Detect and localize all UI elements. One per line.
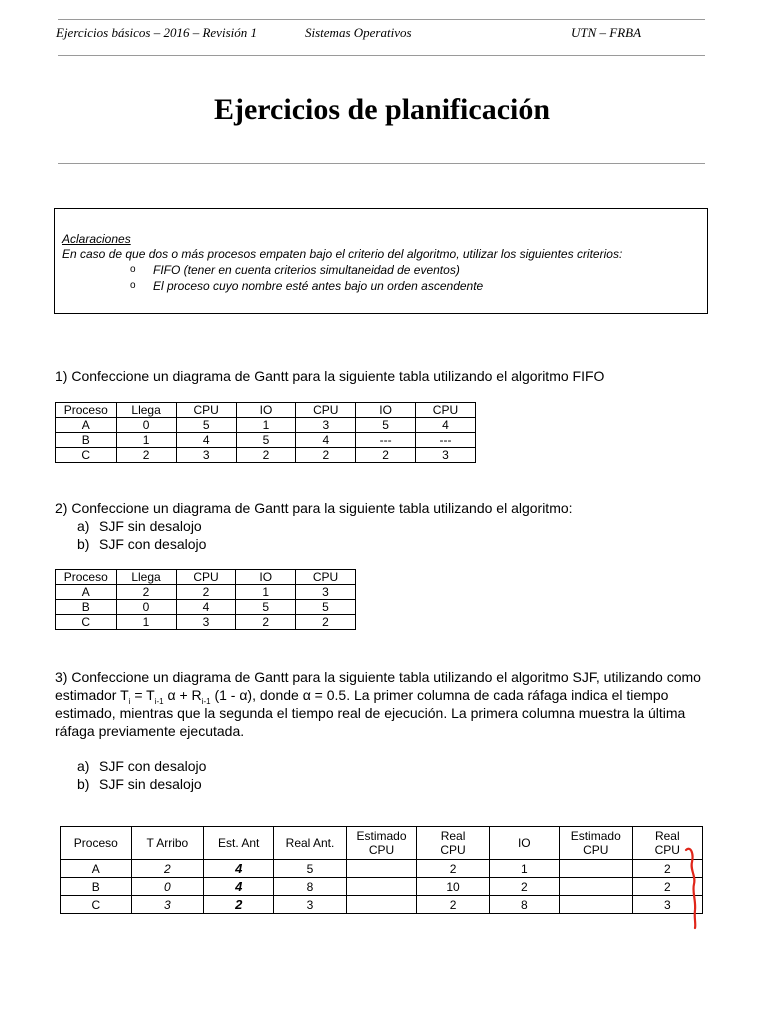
table-header-cell: Real CPU — [417, 827, 489, 860]
table-header-cell: Estimado CPU — [346, 827, 417, 860]
table-cell: 4 — [176, 600, 236, 615]
table-cell: 3 — [176, 448, 236, 463]
list-marker: a) — [77, 758, 90, 774]
aclaraciones-item: FIFO (tener en cuenta criterios simultaneidad de eventos) — [153, 263, 460, 277]
table-cell: 2 — [236, 448, 296, 463]
table-cell — [559, 878, 632, 896]
formula-part: (1 - α), donde α = 0.5. La primer columna de cada ráfaga indica el tiempo — [210, 687, 669, 703]
table-cell: 2 — [632, 878, 702, 896]
table-cell: 1 — [116, 615, 176, 630]
table-cell: C — [56, 448, 117, 463]
table-cell: 5 — [236, 600, 296, 615]
list-text: SJF sin desalojo — [99, 776, 202, 792]
table-cell: 5 — [236, 433, 296, 448]
table-row — [56, 600, 356, 615]
aclaraciones-item: El proceso cuyo nombre esté antes bajo un orden ascendente — [153, 279, 484, 293]
table-cell: 3 — [131, 896, 203, 914]
table-cell: 2 — [176, 585, 236, 600]
header-top-rule — [58, 19, 705, 20]
ex1-text: 1) Confeccione un diagrama de Gantt para la siguiente tabla utilizando el algoritmo FIFO — [55, 368, 605, 384]
table-cell — [346, 860, 417, 878]
table-cell — [559, 896, 632, 914]
table-header-cell: CPU — [415, 403, 475, 418]
table-cell: 2 — [296, 448, 356, 463]
table-cell: 5 — [296, 600, 356, 615]
table-cell: 3 — [296, 585, 356, 600]
table-header-cell: CPU — [176, 403, 236, 418]
ex2-table — [55, 569, 356, 630]
table-cell — [346, 878, 417, 896]
table-cell — [346, 896, 417, 914]
table-cell: 8 — [274, 878, 346, 896]
formula-subscript: i — [128, 696, 131, 706]
table-cell: 2 — [116, 448, 176, 463]
list-marker: b) — [77, 536, 90, 552]
table-header-cell: IO — [489, 827, 559, 860]
formula-subscript: i-1 — [201, 696, 211, 706]
table-header-cell: IO — [236, 403, 296, 418]
formula-subscript: i-1 — [154, 696, 164, 706]
formula-part: = T — [130, 687, 155, 703]
table-cell: 0 — [131, 878, 203, 896]
table-cell: 2 — [356, 448, 416, 463]
table-cell: 5 — [356, 418, 416, 433]
table-cell: 1 — [489, 860, 559, 878]
table-cell: 10 — [417, 878, 489, 896]
aclaraciones-text: En caso de que dos o más procesos empaten bajo el criterio del algoritmo, utilizar los siguientes criterios: — [62, 247, 623, 261]
table-header-cell: T Arribo — [131, 827, 203, 860]
table-cell: 0 — [116, 418, 176, 433]
table-cell: 5 — [274, 860, 346, 878]
table-header-cell: Proceso — [61, 827, 132, 860]
table-header-cell: CPU — [296, 403, 356, 418]
table-header-cell: CPU — [176, 570, 236, 585]
table-cell: 2 — [417, 896, 489, 914]
table-cell: 4 — [204, 860, 274, 878]
page-title: Ejercicios de planificación — [213, 93, 551, 126]
table-cell: 2 — [204, 896, 274, 914]
table-header-cell: Proceso — [56, 403, 117, 418]
table-cell: A — [61, 860, 132, 878]
table-header-cell: Est. Ant — [204, 827, 274, 860]
table-row — [56, 615, 356, 630]
ex2-text: 2) Confeccione un diagrama de Gantt para la siguiente tabla utilizando el algoritmo: — [55, 500, 573, 516]
table-cell: B — [61, 878, 132, 896]
table-cell: 1 — [116, 433, 176, 448]
table-row — [61, 878, 703, 896]
table-row — [56, 418, 476, 433]
table-cell: B — [56, 433, 117, 448]
table-cell: 5 — [176, 418, 236, 433]
table-row — [61, 860, 703, 878]
table-header-cell: Proceso — [56, 570, 117, 585]
table-header-cell: Real CPU — [632, 827, 702, 860]
table-header-cell: IO — [236, 570, 296, 585]
aclaraciones-box — [54, 208, 708, 314]
table-row — [56, 448, 476, 463]
table-cell: C — [56, 615, 117, 630]
table-cell: 4 — [296, 433, 356, 448]
list-text: SJF con desalojo — [99, 758, 207, 774]
table-header-cell: Real Ant. — [274, 827, 346, 860]
table-cell: 3 — [415, 448, 475, 463]
table-cell: A — [56, 418, 117, 433]
table-cell — [559, 860, 632, 878]
list-marker: b) — [77, 776, 90, 792]
table-cell: 0 — [116, 600, 176, 615]
table-header-cell: Llega — [116, 570, 176, 585]
table-header-cell: IO — [356, 403, 416, 418]
table-cell: 4 — [204, 878, 274, 896]
table-cell: 2 — [116, 585, 176, 600]
table-cell: 2 — [417, 860, 489, 878]
header-university: UTN – FRBA — [571, 25, 642, 40]
formula-part: estimador T — [55, 687, 129, 703]
table-cell: 2 — [131, 860, 203, 878]
table-header-cell: Estimado CPU — [559, 827, 632, 860]
formula-part: α + R — [163, 687, 202, 703]
table-cell: 2 — [489, 878, 559, 896]
table-cell: 2 — [296, 615, 356, 630]
list-marker: a) — [77, 518, 90, 534]
table-cell: 2 — [236, 615, 296, 630]
table-cell: --- — [356, 433, 416, 448]
bullet-icon: o — [130, 280, 136, 291]
table-cell: 3 — [296, 418, 356, 433]
red-annotation-mark — [680, 840, 710, 930]
aclaraciones-heading: Aclaraciones — [62, 232, 131, 246]
table-cell: 2 — [632, 860, 702, 878]
table-header-row — [56, 403, 476, 418]
header-subject: Sistemas Operativos — [305, 25, 412, 40]
table-header-row — [61, 827, 703, 860]
table-row — [56, 585, 356, 600]
bullet-icon: o — [130, 264, 136, 275]
table-cell: 3 — [176, 615, 236, 630]
table-cell: A — [56, 585, 117, 600]
table-header-cell: CPU — [296, 570, 356, 585]
table-cell: B — [56, 600, 117, 615]
table-row — [56, 433, 476, 448]
list-text: SJF sin desalojo — [99, 518, 202, 534]
table-cell: C — [61, 896, 132, 914]
table-row — [61, 896, 703, 914]
table-cell: 1 — [236, 418, 296, 433]
list-text: SJF con desalojo — [99, 536, 207, 552]
table-header-row — [56, 570, 356, 585]
ex3-formula-line — [55, 687, 669, 706]
ex3-table — [60, 826, 703, 914]
table-cell: 4 — [176, 433, 236, 448]
ex3-line-3: estimado, mientras que la segunda el tiempo real de ejecución. La primera columna muestra la última — [55, 705, 686, 721]
ex3-line-4: ráfaga previamente ejecutada. — [55, 723, 245, 739]
table-cell: --- — [415, 433, 475, 448]
table-cell: 8 — [489, 896, 559, 914]
table-cell: 4 — [415, 418, 475, 433]
header-course: Ejercicios básicos – 2016 – Revisión 1 — [56, 25, 257, 40]
ex1-table — [55, 402, 476, 463]
title-rule — [58, 163, 705, 164]
header-bottom-rule — [58, 55, 705, 56]
table-header-cell: Llega — [116, 403, 176, 418]
table-cell: 1 — [236, 585, 296, 600]
ex3-line-1: 3) Confeccione un diagrama de Gantt para la siguiente tabla utilizando el algoritmo SJF, utilizando como — [55, 669, 701, 685]
table-cell: 3 — [632, 896, 702, 914]
table-cell: 3 — [274, 896, 346, 914]
